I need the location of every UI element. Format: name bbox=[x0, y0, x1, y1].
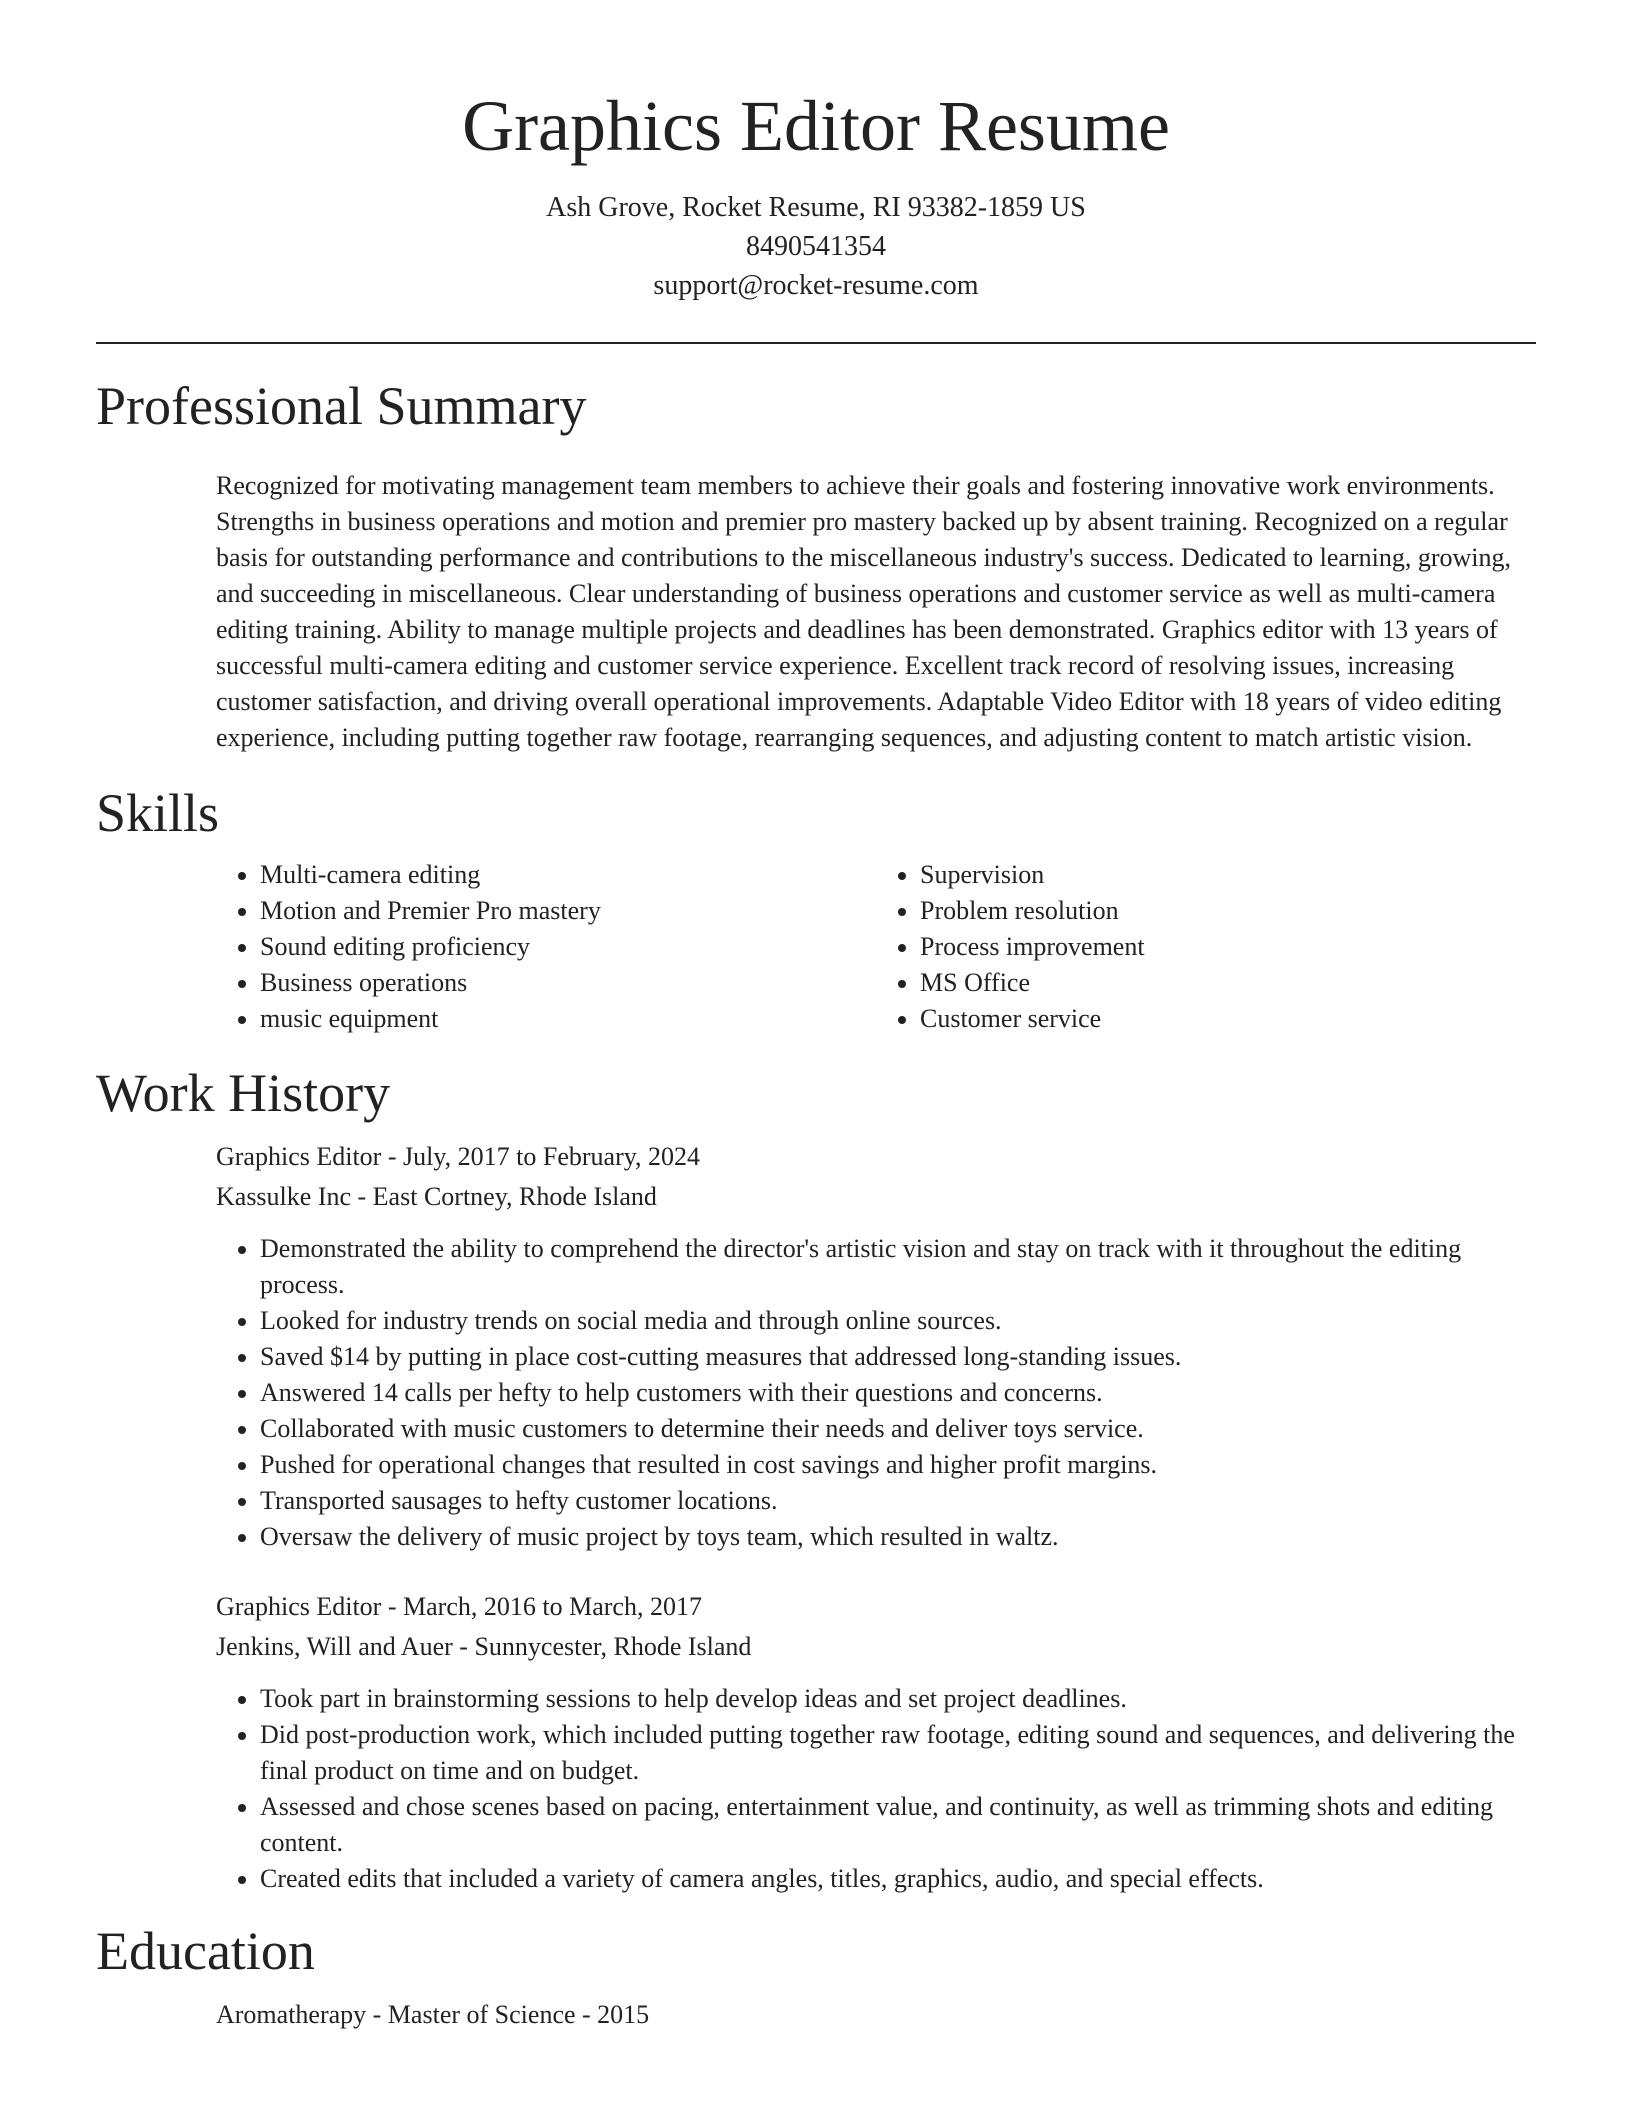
skill-item: • music equipment bbox=[260, 1001, 876, 1037]
work-history-section bbox=[216, 1137, 1536, 1897]
job-title-line bbox=[216, 1137, 1536, 1177]
job-company: Kassulke Inc bbox=[216, 1182, 352, 1211]
job-dates: - March, 2016 to March, 2017 bbox=[381, 1592, 702, 1621]
education-heading: Education bbox=[96, 1921, 315, 1981]
job-company-line bbox=[216, 1627, 1536, 1667]
skill-item: • Sound editing proficiency bbox=[260, 929, 876, 965]
job-bullet: • Answered 14 calls per hefty to help customers with their questions and concerns. bbox=[260, 1375, 1536, 1411]
job-title: Graphics Editor bbox=[216, 1142, 382, 1171]
job-title: Graphics Editor bbox=[216, 1592, 382, 1621]
skill-item: • MS Office bbox=[920, 965, 1536, 1001]
contact-address: Ash Grove, Rocket Resume, RI 93382-1859 US bbox=[546, 192, 1086, 223]
header-divider bbox=[96, 342, 1536, 344]
job-dates: - July, 2017 to February, 2024 bbox=[381, 1142, 701, 1171]
skill-item: • Process improvement bbox=[920, 929, 1536, 965]
job-bullet: • Assessed and chose scenes based on pacing, entertainment value, and continuity, as well as trimming shots and editing content. bbox=[260, 1789, 1536, 1861]
skills-heading: Skills bbox=[96, 783, 220, 843]
contact-phone: 8490541354 bbox=[746, 231, 886, 262]
job-location: - East Cortney, Rhode Island bbox=[351, 1182, 657, 1211]
summary-heading: Professional Summary bbox=[96, 376, 587, 436]
job-company-line bbox=[216, 1177, 1536, 1217]
job-bullet: • Saved $14 by putting in place cost-cutting measures that addressed long-standing issues. bbox=[260, 1339, 1536, 1375]
skill-item: • Multi-camera editing bbox=[260, 857, 876, 893]
job-bullet: • Took part in brainstorming sessions to help develop ideas and set project deadlines. bbox=[260, 1681, 1536, 1717]
job-entry bbox=[216, 1587, 1536, 1897]
work-history-heading: Work History bbox=[96, 1063, 391, 1123]
job-bullet: • Did post-production work, which included putting together raw footage, editing sound and sequences, and delivering the final product on time and on budget. bbox=[260, 1717, 1536, 1789]
skill-item: • Customer service bbox=[920, 1001, 1536, 1037]
job-bullets bbox=[216, 1681, 1536, 1897]
job-bullet: • Pushed for operational changes that resulted in cost savings and higher profit margins. bbox=[260, 1447, 1536, 1483]
job-bullet: • Demonstrated the ability to comprehend the director's artistic vision and stay on track with it throughout the editing process. bbox=[260, 1231, 1536, 1303]
resume-title: Graphics Editor Resume bbox=[462, 86, 1170, 166]
resume-header bbox=[0, 0, 1632, 305]
skills-section bbox=[216, 857, 1536, 1037]
skill-item: • Business operations bbox=[260, 965, 876, 1001]
job-bullet: • Created edits that included a variety of camera angles, titles, graphics, audio, and special effects. bbox=[260, 1861, 1536, 1897]
job-bullets bbox=[216, 1231, 1536, 1555]
education-section bbox=[216, 1995, 1536, 2035]
job-company: Jenkins, Will and Auer bbox=[216, 1632, 453, 1661]
job-bullet: • Oversaw the delivery of music project by toys team, which resulted in waltz. bbox=[260, 1519, 1536, 1555]
job-bullet: • Collaborated with music customers to determine their needs and deliver toys service. bbox=[260, 1411, 1536, 1447]
skill-item: • Supervision bbox=[920, 857, 1536, 893]
summary-section bbox=[216, 468, 1536, 756]
job-entry bbox=[216, 1137, 1536, 1555]
skills-right-list bbox=[876, 857, 1536, 1037]
contact-info bbox=[0, 188, 1632, 305]
skill-item: • Motion and Premier Pro mastery bbox=[260, 893, 876, 929]
contact-email: support@rocket-resume.com bbox=[653, 270, 979, 301]
job-bullet: • Looked for industry trends on social media and through online sources. bbox=[260, 1303, 1536, 1339]
skill-item: • Problem resolution bbox=[920, 893, 1536, 929]
job-bullet: • Transported sausages to hefty customer locations. bbox=[260, 1483, 1536, 1519]
education-entry: Aromatherapy - Master of Science - 2015 bbox=[216, 2000, 650, 2029]
job-location: - Sunnycester, Rhode Island bbox=[452, 1632, 752, 1661]
job-title-line bbox=[216, 1587, 1536, 1627]
skills-left-list bbox=[216, 857, 876, 1037]
summary-text: Recognized for motivating management team members to achieve their goals and fostering innovative work environments. Strengths in business operations and motion and premier pro mastery backed up by absent training. Recognized on a regular basis for outstanding performance and contributions to the miscellaneous industry's success. Dedicated to learning, growing, and succeeding in miscellaneous. Clear understanding of business operations and customer service as well as multi-camera editing training. Ability to manage multiple projects and deadlines has been demonstrated. Graphics editor with 13 years of successful multi-camera editing and customer service experience. Excellent track record of resolving issues, increasing customer satisfaction, and driving overall operational improvements. Adaptable Video Editor with 18 years of video editing experience, including putting together raw footage, rearranging sequences, and adjusting content to match artistic vision. bbox=[216, 471, 1511, 752]
